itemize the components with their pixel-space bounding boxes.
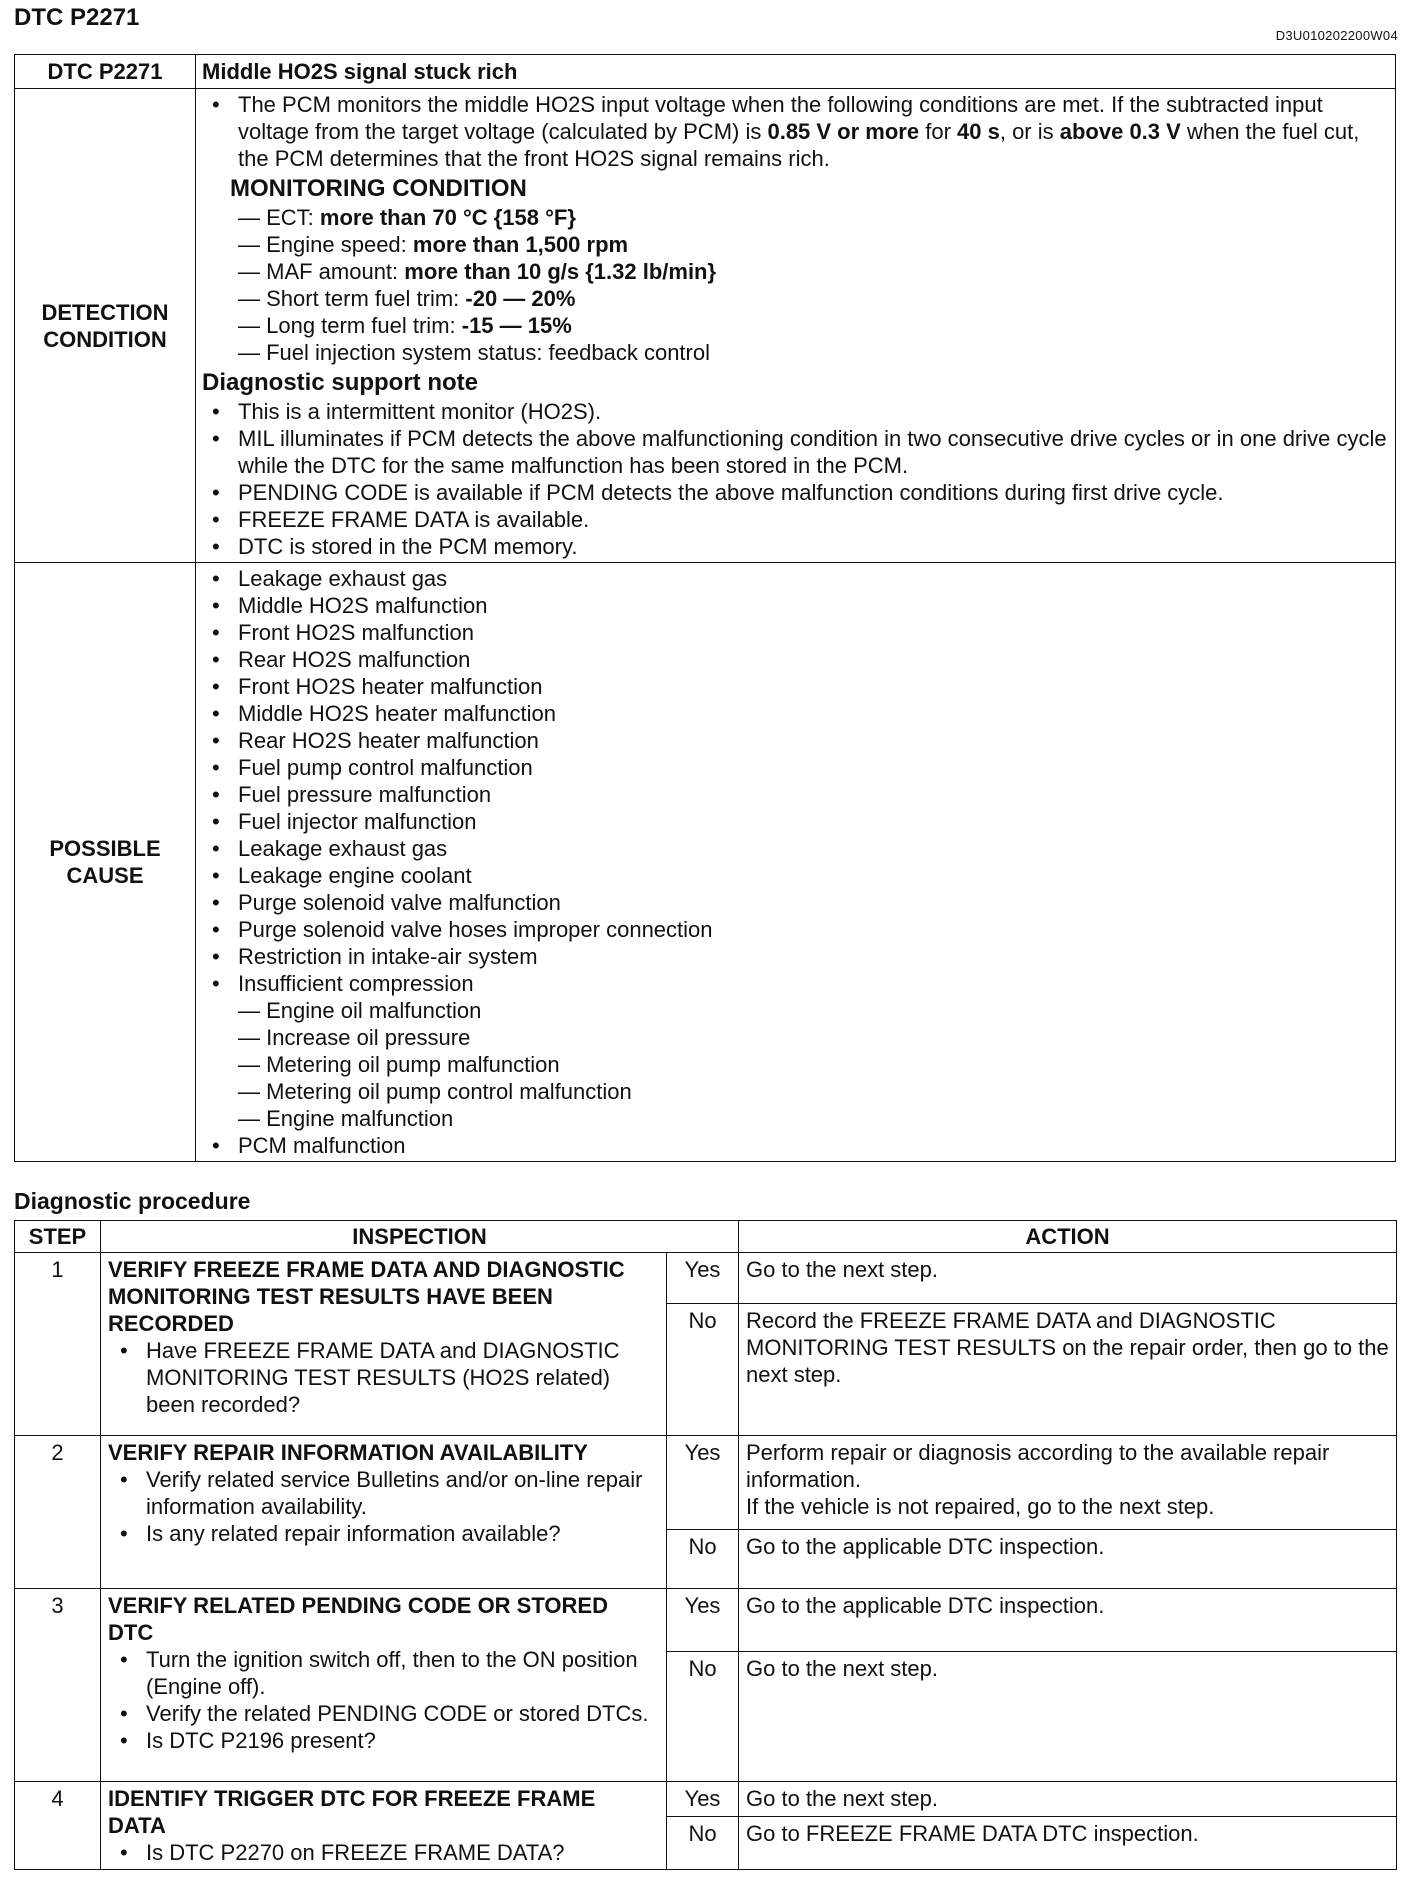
yes-action: Go to the next step. (739, 1253, 1397, 1304)
support-note: • PENDING CODE is available if PCM detects the above malfunction conditions during first drive cycle. (202, 479, 1389, 506)
step-title: VERIFY FREEZE FRAME DATA AND DIAGNOSTIC MONITORING TEST RESULTS HAVE BEEN RECORDED (108, 1257, 625, 1336)
yes-action (739, 1436, 1397, 1530)
step-bullet: • Is any related repair information available? (108, 1520, 659, 1547)
condition-item: — Engine speed: more than 1,500 rpm (238, 232, 629, 257)
cause-item: • Fuel pressure malfunction (202, 781, 1389, 808)
procedure-section-title: Diagnostic procedure (14, 1188, 251, 1214)
cause-item: • Purge solenoid valve malfunction (202, 889, 1389, 916)
cause-item: • Fuel injector malfunction (202, 808, 1389, 835)
step-bullet: • Is DTC P2270 on FREEZE FRAME DATA? (108, 1839, 659, 1866)
step-number: 1 (15, 1253, 101, 1436)
page-title: DTC P2271 (14, 4, 140, 31)
yes-label: Yes (667, 1782, 739, 1817)
cause-item: • Leakage engine coolant (202, 862, 1389, 889)
step-inspection (101, 1253, 667, 1436)
dtc-code: DTC P2271 (15, 55, 196, 89)
yes-action-text: If the vehicle is not repaired, go to the next step. (746, 1494, 1215, 1519)
cause-item: • Front HO2S heater malfunction (202, 673, 1389, 700)
step-bullet: • Verify the related PENDING CODE or stored DTCs. (108, 1700, 659, 1727)
detection-intro: • The PCM monitors the middle HO2S input voltage when the following conditions are met. If the subtracted input voltage from the target voltage (calculated by PCM) is 0.85 V or more for 40 s, or is above 0.3 V when the fuel cut, the PCM determines that the front HO2S signal remains rich. (202, 91, 1389, 172)
condition-item: — Short term fuel trim: -20 — 20% (238, 286, 576, 311)
step-inspection (101, 1782, 667, 1870)
document-code: D3U010202200W04 (1275, 28, 1398, 43)
step-bullet: • Verify related service Bulletins and/or on-line repair information availability. (108, 1466, 659, 1520)
step-inspection (101, 1436, 667, 1589)
support-note: • MIL illuminates if PCM detects the above malfunctioning condition in two consecutive drive cycles or in one drive cycle while the DTC for the same malfunction has been stored in the PCM. (202, 425, 1389, 479)
step-title: VERIFY REPAIR INFORMATION AVAILABILITY (108, 1440, 588, 1465)
cause-item: • Restriction in intake-air system (202, 943, 1389, 970)
cause-item: • Rear HO2S heater malfunction (202, 727, 1389, 754)
yes-action: Go to the next step. (739, 1782, 1397, 1817)
no-label: No (667, 1652, 739, 1782)
support-note-title: Diagnostic support note (202, 369, 478, 396)
step-row (15, 1253, 1397, 1304)
cause-subitem: — Engine malfunction (238, 1106, 454, 1131)
cause-item: • PCM malfunction (202, 1132, 1389, 1159)
step-title: IDENTIFY TRIGGER DTC FOR FREEZE FRAME DATA (108, 1786, 596, 1838)
support-note: • This is a intermittent monitor (HO2S). (202, 398, 1389, 425)
step-number: 3 (15, 1589, 101, 1782)
cause-item: • Front HO2S malfunction (202, 619, 1389, 646)
possible-cause-row (15, 563, 1396, 1162)
yes-action-text: Perform repair or diagnosis according to the available repair information. (746, 1440, 1330, 1492)
cause-subitem: — Engine oil malfunction (238, 998, 482, 1023)
step-bullet: • Turn the ignition switch off, then to the ON position (Engine off). (108, 1646, 659, 1700)
possible-cause-content (196, 563, 1396, 1162)
dtc-header-row (15, 55, 1396, 89)
detection-content (196, 89, 1396, 563)
step-inspection (101, 1589, 667, 1782)
cause-item: • Rear HO2S malfunction (202, 646, 1389, 673)
step-bullet: • Is DTC P2196 present? (108, 1727, 659, 1754)
cause-item: • Insufficient compression (202, 970, 1389, 997)
procedure-table (14, 1220, 1397, 1870)
cause-item: • Middle HO2S heater malfunction (202, 700, 1389, 727)
detection-label: DETECTION CONDITION (15, 89, 196, 563)
no-label: No (667, 1304, 739, 1436)
cause-item: • Purge solenoid valve hoses improper connection (202, 916, 1389, 943)
no-label: No (667, 1530, 739, 1589)
condition-item: — Long term fuel trim: -15 — 15% (238, 313, 572, 338)
condition-item: — ECT: more than 70 °C {158 °F} (238, 205, 576, 230)
monitoring-condition-title: MONITORING CONDITION (230, 175, 527, 202)
step-bullet: • Have FREEZE FRAME DATA and DIAGNOSTIC MONITORING TEST RESULTS (HO2S related) been recorded? (108, 1337, 659, 1418)
dtc-table (14, 54, 1396, 1162)
cause-item: • Fuel pump control malfunction (202, 754, 1389, 781)
cause-item: • Leakage exhaust gas (202, 565, 1389, 592)
no-action: Record the FREEZE FRAME DATA and DIAGNOSTIC MONITORING TEST RESULTS on the repair order, then go to the next step. (739, 1304, 1397, 1436)
possible-cause-label: POSSIBLE CAUSE (15, 563, 196, 1162)
step-row (15, 1589, 1397, 1652)
yes-label: Yes (667, 1589, 739, 1652)
condition-item: — MAF amount: more than 10 g/s {1.32 lb/min} (238, 259, 717, 284)
procedure-header-row (15, 1221, 1397, 1253)
cause-item: • Middle HO2S malfunction (202, 592, 1389, 619)
step-title: VERIFY RELATED PENDING CODE OR STORED DTC (108, 1593, 608, 1645)
condition-item: — Fuel injection system status: feedback control (238, 340, 710, 365)
action-header: ACTION (739, 1221, 1397, 1253)
support-note: • FREEZE FRAME DATA is available. (202, 506, 1389, 533)
step-row (15, 1782, 1397, 1817)
step-number: 2 (15, 1436, 101, 1589)
step-row (15, 1436, 1397, 1530)
no-label: No (667, 1817, 739, 1870)
cause-item: • Leakage exhaust gas (202, 835, 1389, 862)
cause-subitem: — Increase oil pressure (238, 1025, 471, 1050)
step-number: 4 (15, 1782, 101, 1870)
yes-label: Yes (667, 1253, 739, 1304)
no-action: Go to the applicable DTC inspection. (739, 1530, 1397, 1589)
cause-subitem: — Metering oil pump malfunction (238, 1052, 560, 1077)
yes-action: Go to the applicable DTC inspection. (739, 1589, 1397, 1652)
no-action: Go to FREEZE FRAME DATA DTC inspection. (739, 1817, 1397, 1870)
no-action: Go to the next step. (739, 1652, 1397, 1782)
inspection-header: INSPECTION (101, 1221, 739, 1253)
dtc-description: Middle HO2S signal stuck rich (196, 55, 1396, 89)
cause-subitem: — Metering oil pump control malfunction (238, 1079, 632, 1104)
support-note: • DTC is stored in the PCM memory. (202, 533, 1389, 560)
detection-row (15, 89, 1396, 563)
yes-label: Yes (667, 1436, 739, 1530)
step-header: STEP (15, 1221, 101, 1253)
